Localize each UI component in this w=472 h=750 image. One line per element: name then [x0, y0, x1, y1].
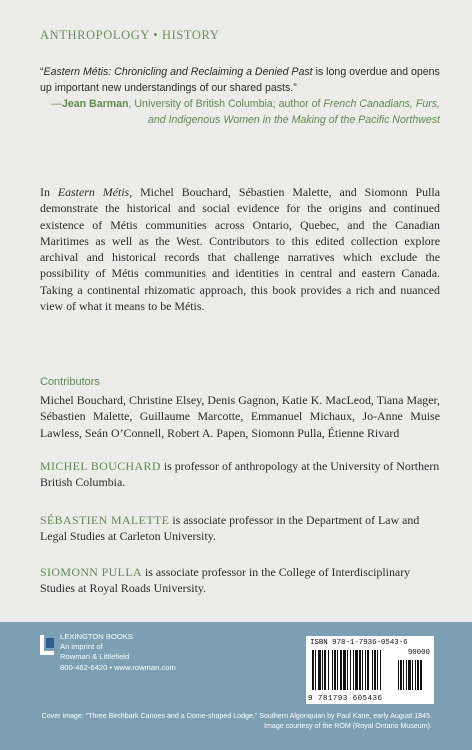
bio-pulla	[40, 564, 440, 597]
contributors-list: Michel Bouchard, Christine Elsey, Denis Gagnon, Katie K. MacLeod, Tiana Mager, Sébastien Malette, Guillaume Marcotte, Emmanuel Michaux, Jo-Anne Muise Lawless, Seán O’Connell, Robert A. Papen, Siomonn Pulla, Étienne Rivard	[40, 393, 440, 440]
bio-name: SÉBASTIEN MALETTE	[40, 513, 170, 527]
category-label: ANTHROPOLOGY • HISTORY	[40, 28, 220, 42]
cover-image-credit: Cover image: “Three Birchbark Canoes and a Dome-shaped Lodge,” Southern Algonquian by Paul Kane, early August 1845. Image courtesy of the ROM (Royal Ontario Museum).	[41, 712, 432, 730]
barcode-box	[306, 636, 434, 704]
attribution-name: Jean Barman	[61, 98, 129, 110]
desc-in: In	[40, 185, 58, 199]
book-description	[40, 184, 440, 314]
attribution-dash: —	[51, 98, 62, 110]
publisher-imprint: An imprint of	[60, 642, 103, 652]
bio-text: is associate professor in the College of Interdisciplinary Studies at Royal Roads University.	[40, 565, 411, 596]
quote-text: is long overdue and opens up important new understandings of our shared pasts.”	[40, 66, 440, 94]
ean-number: 9 781793 605436	[308, 695, 383, 703]
bio-bouchard	[40, 458, 440, 491]
contributors-heading: Contributors	[40, 376, 100, 388]
isbn-text: ISBN 978-1-7936-0543-6	[310, 639, 408, 647]
attribution-book: French Canadians, Furs, and Indigenous Women in the Making of the Pacific Northwest	[147, 98, 440, 126]
desc-body: , Michel Bouchard, Sébastien Malette, and Siomonn Pulla demonstrate the historical and social evidence for the origins and continued existence of Métis communities across Ontario, Quebec, and the Canadian Maritimes as well as the West. Contributors to this edited collection explore archival and historical records that challenge narratives which exclude the possibility of Métis communities and identities in central and eastern Canada. Taking a continental rhizomatic approach, this book provides a rich and nuanced view of what it means to be Métis.	[40, 185, 440, 314]
bio-malette	[40, 512, 440, 545]
publisher-parent: Rowman & Littlefield	[60, 652, 130, 662]
bio-name: MICHEL BOUCHARD	[40, 459, 161, 473]
bio-text: is associate professor in the Department of Law and Legal Studies at Carleton University.	[40, 513, 420, 544]
publisher-logo-icon	[40, 635, 54, 655]
bio-text: is professor of anthropology at the University of Northern British Columbia.	[40, 459, 440, 490]
endorsement-quote	[40, 64, 440, 128]
price-code: 90000	[407, 649, 430, 657]
quote-open: “	[40, 66, 44, 78]
bio-name: SIOMONN PULLA	[40, 565, 142, 579]
publisher-contact: 800-462-6420 • www.rowman.com	[60, 662, 176, 672]
publisher-name: LEXINGTON BOOKS	[60, 632, 133, 641]
quote-attribution	[40, 96, 440, 128]
publisher-info	[60, 632, 176, 673]
quote-book-title: Eastern Métis: Chronicling and Reclaiming a Denied Past	[43, 66, 313, 78]
attribution-affiliation: , University of British Columbia; author of	[128, 98, 324, 110]
desc-title: Eastern Métis	[57, 185, 130, 199]
